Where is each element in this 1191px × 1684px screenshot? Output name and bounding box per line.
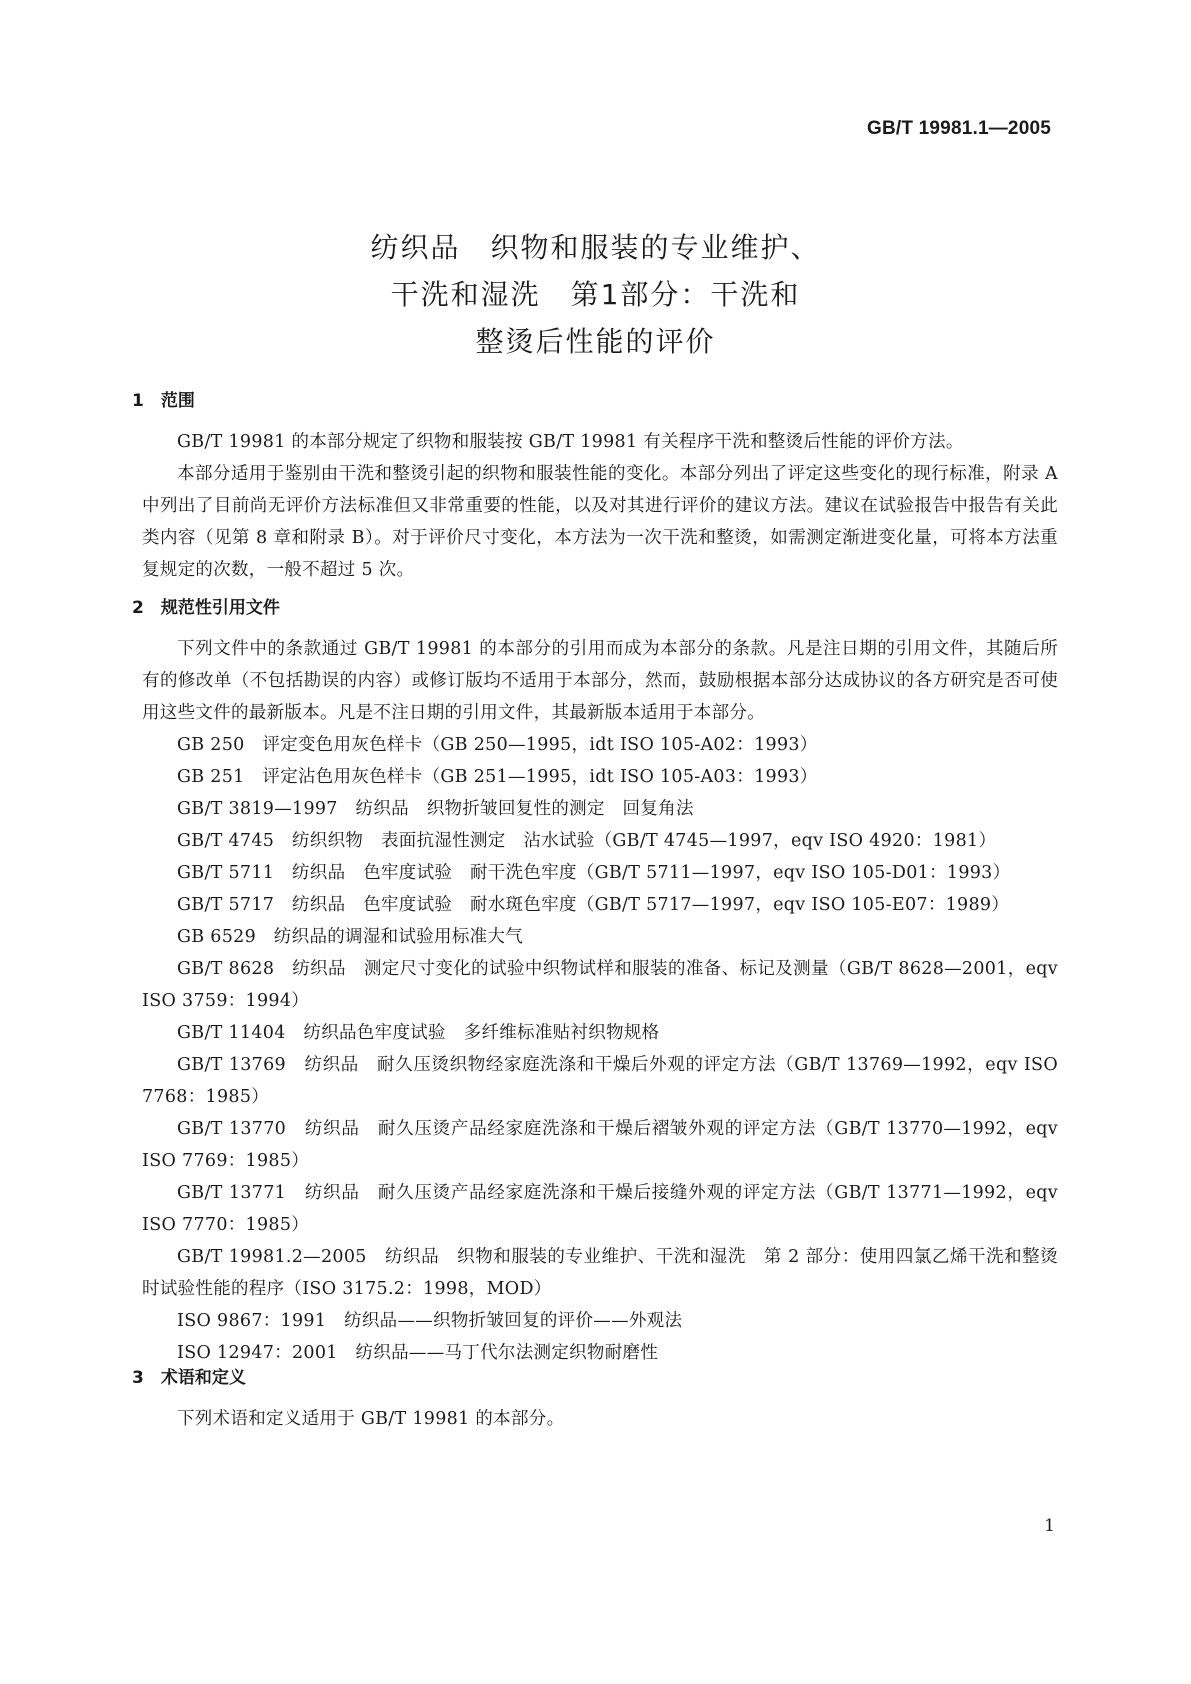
reference-item: GB/T 13771 纺织品 耐久压烫产品经家庭洗涤和干燥后接缝外观的评定方法（GB/T 13771—1992，eqv ISO 7770：1985） <box>142 1183 1064 1235</box>
reference-item: GB/T 5711 纺织品 色牢度试验 耐干洗色牢度（GB/T 5711—1997，eqv ISO 105-D01：1993） <box>177 863 1011 883</box>
section-heading-terms-definitions: 3 术语和定义 <box>132 1368 246 1388</box>
section-references-body <box>142 633 1064 1369</box>
paragraph: 本部分适用于鉴别由干洗和整烫引起的织物和服装性能的变化。本部分列出了评定这些变化的现行标准，附录 A 中列出了目前尚无评价方法标准但又非常重要的性能，以及对其进行评价的建议方法。建议在试验报告中报告有关此类内容（见第 8 章和附录 B）。对于评价尺寸变化，本方法为一次干洗和整烫，如需测定渐进变化量，可将本方法重复规定的次数，一般不超过 5 次。 <box>142 464 1058 580</box>
reference-item: GB/T 13769 纺织品 耐久压烫织物经家庭洗涤和干燥后外观的评定方法（GB/T 13769—1992，eqv ISO 7768：1985） <box>142 1055 1064 1107</box>
paragraph: GB/T 19981 的本部分规定了织物和服装按 GB/T 19981 有关程序干洗和整烫后性能的评价方法。 <box>177 432 964 452</box>
reference-item: GB 251 评定沾色用灰色样卡（GB 251—1995，idt ISO 105-A03：1993） <box>177 767 818 787</box>
title-line: 干洗和湿洗 第1部分：干洗和 <box>390 278 801 311</box>
paragraph: 下列文件中的条款通过 GB/T 19981 的本部分的引用而成为本部分的条款。凡是注日期的引用文件，其随后所有的修改单（不包括勘误的内容）或修订版均不适用于本部分，然而，鼓励根据本部分达成协议的各方研究是否可使用这些文件的最新版本。凡是不注日期的引用文件，其最新版本适用于本部分。 <box>142 639 1058 723</box>
reference-item: GB/T 8628 纺织品 测定尺寸变化的试验中织物试样和服装的准备、标记及测量（GB/T 8628—2001，eqv ISO 3759：1994） <box>142 959 1064 1011</box>
title-line: 整烫后性能的评价 <box>475 325 716 358</box>
reference-item: GB 250 评定变色用灰色样卡（GB 250—1995，idt ISO 105-A02：1993） <box>177 735 818 755</box>
section-heading-normative-references: 2 规范性引用文件 <box>132 598 280 618</box>
reference-item: GB/T 19981.2—2005 纺织品 织物和服装的专业维护、干洗和湿洗 第 2 部分：使用四氯乙烯干洗和整烫时试验性能的程序（ISO 3175.2：1998，MOD） <box>142 1247 1058 1299</box>
reference-item: GB/T 11404 纺织品色牢度试验 多纤维标准贴衬织物规格 <box>177 1023 660 1043</box>
reference-item: ISO 12947：2001 纺织品——马丁代尔法测定织物耐磨性 <box>177 1343 659 1363</box>
reference-item: GB/T 3819—1997 纺织品 织物折皱回复性的测定 回复角法 <box>177 799 694 819</box>
section-scope-body <box>142 426 1058 586</box>
section-terms-body <box>142 1403 1058 1435</box>
section-heading-scope: 1 范围 <box>132 391 195 411</box>
reference-item: ISO 9867：1991 纺织品——织物折皱回复的评价——外观法 <box>177 1311 683 1331</box>
standard-number: GB/T 19981.1—2005 <box>866 118 1051 139</box>
title-line: 纺织品 织物和服装的专业维护、 <box>370 231 821 264</box>
paragraph: 下列术语和定义适用于 GB/T 19981 的本部分。 <box>177 1409 565 1429</box>
page-number: 1 <box>1044 1516 1055 1536</box>
reference-item: GB/T 13770 纺织品 耐久压烫产品经家庭洗涤和干燥后褶皱外观的评定方法（GB/T 13770—1992，eqv ISO 7769：1985） <box>142 1119 1064 1171</box>
reference-item: GB/T 4745 纺织织物 表面抗湿性测定 沾水试验（GB/T 4745—1997，eqv ISO 4920：1981） <box>177 831 997 851</box>
document-title <box>0 224 1191 365</box>
reference-item: GB 6529 纺织品的调湿和试验用标准大气 <box>177 927 524 947</box>
reference-item: GB/T 5717 纺织品 色牢度试验 耐水斑色牢度（GB/T 5717—1997，eqv ISO 105-E07：1989） <box>177 895 1010 915</box>
